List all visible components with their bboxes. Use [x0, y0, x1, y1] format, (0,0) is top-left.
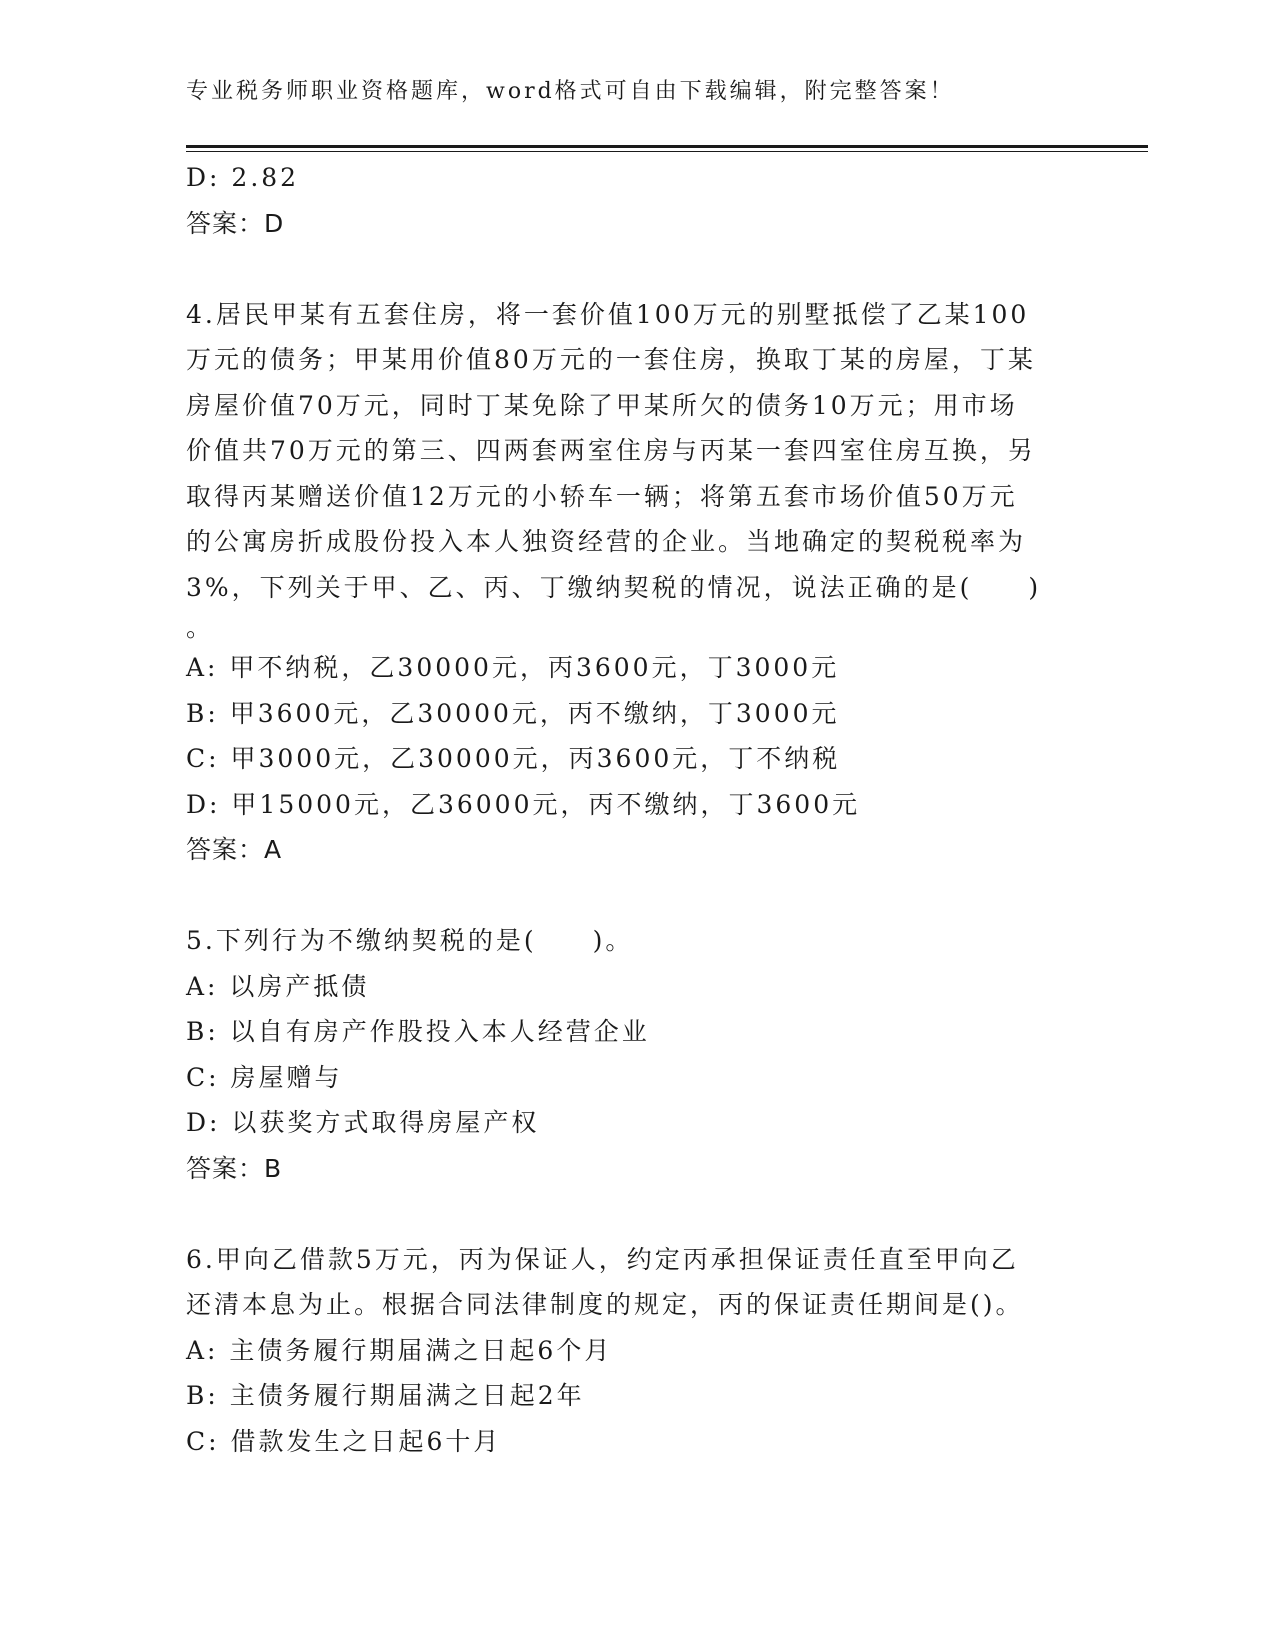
q6-stem-line: 6.甲向乙借款5万元，丙为保证人，约定丙承担保证责任直至甲向乙	[186, 1244, 1019, 1274]
q4-option-d: D: 甲15000元，乙36000元，丙不缴纳，丁3600元	[186, 789, 861, 819]
q4-stem-line: 取得丙某赠送价值12万元的小轿车一辆；将第五套市场价值50万元	[186, 481, 1018, 511]
q5-option-a: A: 以房产抵债	[186, 971, 370, 1001]
q4-stem-tail: 。	[186, 613, 215, 642]
q4-stem-line: 的公寓房折成股份投入本人独资经营的企业。当地确定的契税税率为	[186, 527, 1027, 556]
q3-answer: 答案：D	[186, 208, 285, 238]
q6-stem-line: 还清本息为止。根据合同法律制度的规定，丙的保证责任期间是()。	[186, 1290, 1024, 1319]
q4-stem-line: 4.居民甲某有五套住房，将一套价值100万元的别墅抵偿了乙某100	[186, 299, 1030, 329]
q6-option-b: B: 主债务履行期届满之日起2年	[186, 1381, 585, 1410]
q3-option-d: D: 2.82	[186, 163, 300, 192]
question-content	[186, 155, 1066, 1464]
q4-stem	[186, 292, 1066, 646]
q5-stem: 5.下列行为不缴纳契税的是( )。	[186, 926, 634, 955]
q4-option-b: B: 甲3600元，乙30000元，丙不缴纳，丁3000元	[186, 698, 840, 728]
q5-option-d: D: 以获奖方式取得房屋产权	[186, 1108, 540, 1137]
q4-option-a: A: 甲不纳税，乙30000元，丙3600元，丁3000元	[186, 653, 840, 682]
q4-answer: 答案：A	[186, 835, 283, 864]
spacer	[186, 246, 1066, 292]
q4-stem-line: 价值共70万元的第三、四两套两室住房与丙某一套四室住房互换，另	[186, 436, 1036, 465]
spacer	[186, 873, 1066, 919]
q4-stem-line: 房屋价值70万元，同时丁某免除了甲某所欠的债务10万元；用市场	[186, 390, 1018, 420]
q4-option-c: C: 甲3000元，乙30000元，丙3600元，丁不纳税	[186, 744, 841, 773]
header-rule-thin	[186, 151, 1148, 152]
q5-option-b: B: 以自有房产作股投入本人经营企业	[186, 1017, 650, 1046]
q6-option-c: C: 借款发生之日起6十月	[186, 1426, 502, 1456]
q5-option-c: C: 房屋赠与	[186, 1062, 343, 1092]
page-header: 专业税务师职业资格题库，word格式可自由下载编辑，附完整答案！	[186, 79, 955, 104]
header-rule-thick	[186, 145, 1148, 148]
q4-stem-line: 万元的债务；甲某用价值80万元的一套住房，换取丁某的房屋，丁某	[186, 345, 1036, 374]
spacer	[186, 1191, 1066, 1237]
q4-stem-line: 3%，下列关于甲、乙、丙、丁缴纳契税的情况，说法正确的是( )	[186, 572, 1042, 602]
q5-answer: 答案：B	[186, 1153, 283, 1183]
q6-option-a: A: 主债务履行期届满之日起6个月	[186, 1335, 613, 1365]
